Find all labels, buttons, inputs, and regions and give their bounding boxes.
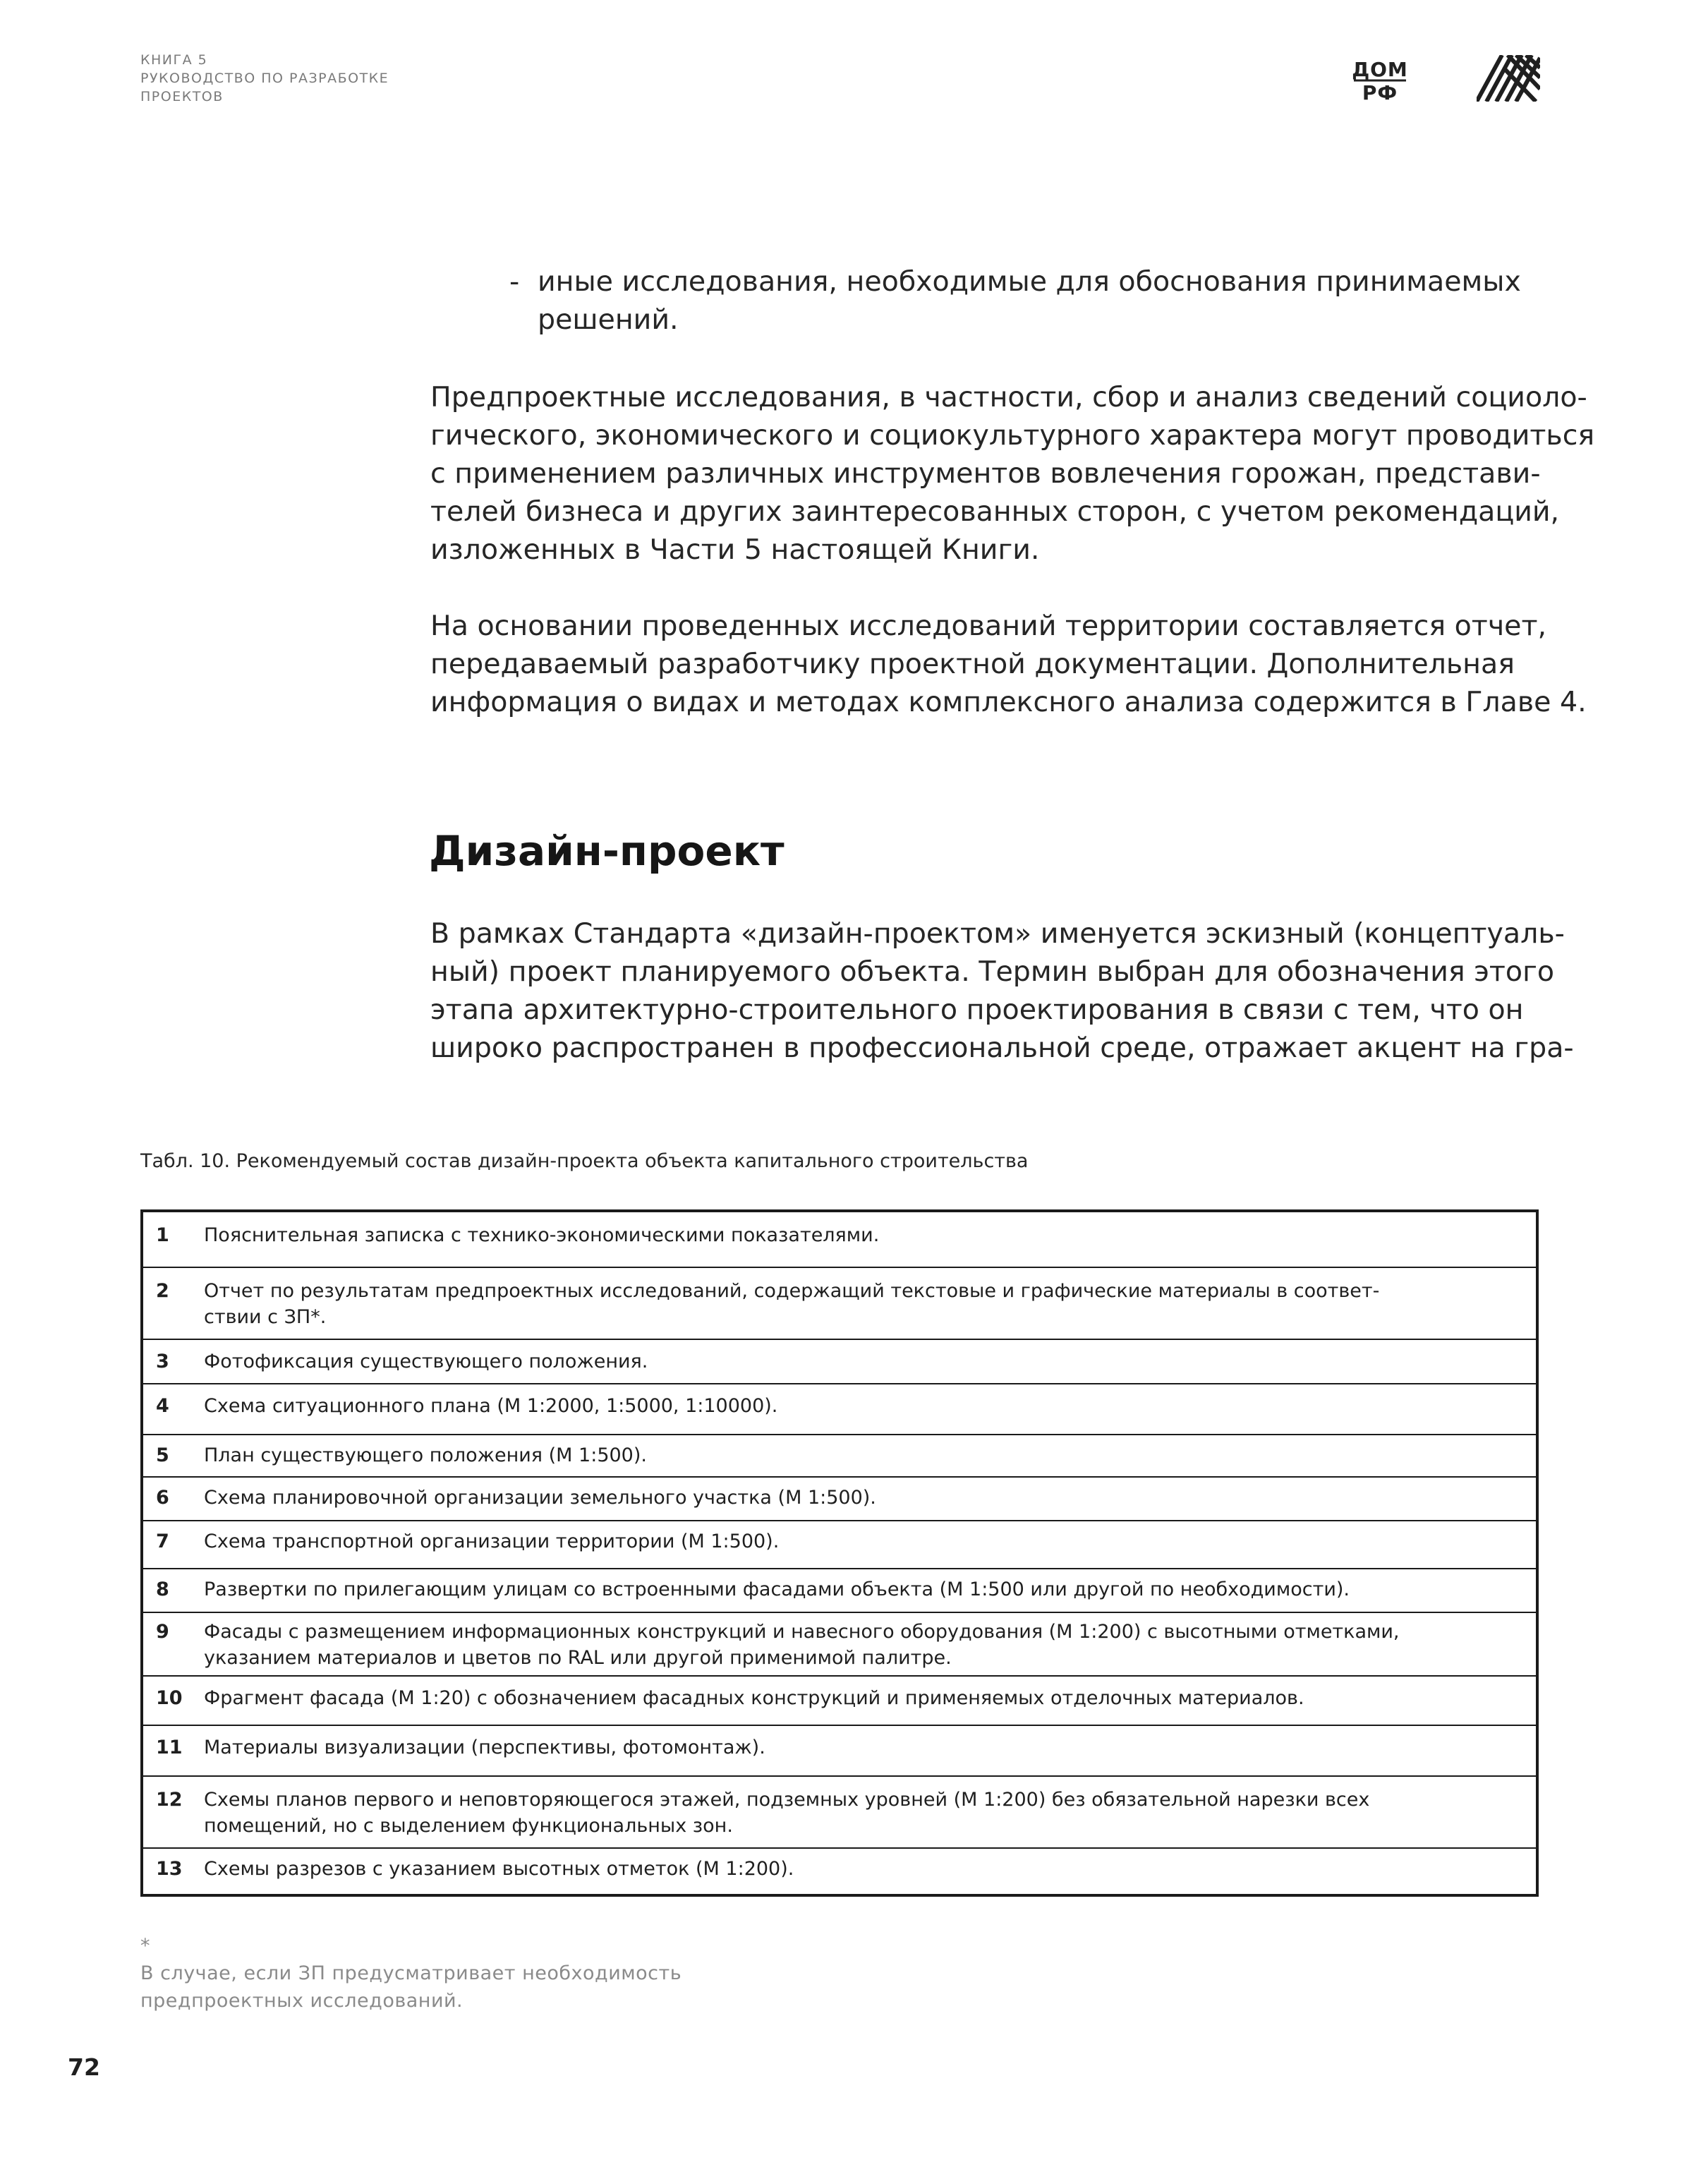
- row-number: 10: [156, 1687, 183, 1709]
- table-row: [143, 1775, 1536, 1847]
- row-text: [204, 1442, 1536, 1476]
- text-line: На основании проведенных исследований территории составляется отчет,: [430, 610, 1547, 642]
- row-text: [204, 1576, 1536, 1612]
- table-row: [143, 1476, 1536, 1520]
- design-project-table: [140, 1209, 1539, 1897]
- row-line: Схемы разрезов с указанием высотных отметок (М 1:200).: [204, 1858, 794, 1880]
- text-line: телей бизнеса и других заинтересованных сторон, с учетом рекомендаций,: [430, 495, 1560, 528]
- text-line: этапа архитектурно-строительного проектирования в связи с тем, что он: [430, 994, 1524, 1026]
- running-header: [140, 51, 389, 106]
- table-row: [143, 1612, 1536, 1675]
- table-row: [143, 1434, 1536, 1476]
- bullet-marker: -: [509, 265, 520, 298]
- table-row: [143, 1847, 1536, 1894]
- bullet-line: иные исследования, необходимые для обоснования принимаемых: [538, 265, 1521, 298]
- table-row: [143, 1568, 1536, 1612]
- text-line: ный) проект планируемого объекта. Термин выбран для обозначения этого: [430, 955, 1554, 988]
- row-number: 8: [156, 1579, 169, 1600]
- bullet-item: [538, 262, 1521, 339]
- row-line: Развертки по прилегающим улицам со встроенными фасадами объекта (М 1:500 или другой по необходимости).: [204, 1579, 1350, 1600]
- row-text: [204, 1348, 1536, 1383]
- text-line: информация о видах и методах комплексного анализа содержится в Главе 4.: [430, 686, 1587, 718]
- row-text: [204, 1393, 1536, 1434]
- page-number: 72: [68, 2053, 100, 2081]
- row-number: 3: [156, 1351, 169, 1372]
- row-line: Схема ситуационного плана (М 1:2000, 1:5000, 1:10000).: [204, 1395, 778, 1417]
- paragraph-pre-project-research: [430, 378, 1595, 569]
- row-number: 5: [156, 1444, 169, 1466]
- row-text: [204, 1685, 1536, 1725]
- row-line: План существующего положения (М 1:500).: [204, 1444, 647, 1466]
- row-text: [204, 1278, 1536, 1339]
- row-number: 6: [156, 1487, 169, 1509]
- row-number: 1: [156, 1224, 169, 1246]
- logo-bottom-text: РФ: [1362, 81, 1398, 102]
- text-line: широко распространен в профессиональной среде, отражает акцент на гра-: [430, 1032, 1574, 1064]
- row-line: Фотофиксация существующего положения.: [204, 1351, 648, 1372]
- row-number: 13: [156, 1858, 183, 1880]
- table-row: [143, 1267, 1536, 1339]
- row-number: 11: [156, 1737, 183, 1758]
- row-text: [204, 1485, 1536, 1520]
- row-number: 9: [156, 1621, 169, 1643]
- row-text: [204, 1619, 1536, 1675]
- text-line: В рамках Стандарта «дизайн-проектом» именуется эскизный (концептуаль-: [430, 917, 1565, 950]
- table-row: [143, 1383, 1536, 1434]
- table-row: [143, 1675, 1536, 1725]
- footnote-line: В случае, если ЗП предусматривает необходимость: [140, 1962, 682, 1984]
- text-line: изложенных в Части 5 настоящей Книги.: [430, 533, 1040, 566]
- footnote-line: предпроектных исследований.: [140, 1990, 464, 2012]
- table-caption: Табл. 10. Рекомендуемый состав дизайн-проекта объекта капитального строительства: [140, 1150, 1029, 1172]
- row-line: Фрагмент фасада (М 1:20) с обозначением фасадных конструкций и применяемых отделочных материалов.: [204, 1687, 1304, 1709]
- footnote-marker: *: [140, 1935, 150, 1957]
- row-line: Схема транспортной организации территории (М 1:500).: [204, 1531, 780, 1552]
- text-line: с применением различных инструментов вовлечения горожан, представи-: [430, 457, 1541, 490]
- row-text: [204, 1787, 1536, 1847]
- row-line: Схемы планов первого и неповторяющегося этажей, подземных уровней (М 1:200) без обязательной нарезки всех: [204, 1789, 1370, 1811]
- row-text: [204, 1222, 1536, 1267]
- row-number: 4: [156, 1395, 169, 1417]
- row-line: помещений, но с выделением функциональных зон.: [204, 1815, 733, 1837]
- row-line: Фасады с размещением информационных конструкций и навесного оборудования (М 1:200) с высотными отметками,: [204, 1621, 1400, 1643]
- row-line: Материалы визуализации (перспективы, фотомонтаж).: [204, 1737, 765, 1758]
- paragraph-design-project: [430, 915, 1574, 1067]
- header-title-line2: ПРОЕКТОВ: [140, 89, 224, 104]
- row-line: указанием материалов и цветов по RAL или другой применимой палитре.: [204, 1647, 952, 1669]
- row-line: Пояснительная записка с технико-экономическими показателями.: [204, 1224, 880, 1246]
- row-number: 2: [156, 1280, 169, 1302]
- row-line: Схема планировочной организации земельного участка (М 1:500).: [204, 1487, 876, 1509]
- table-row: [143, 1725, 1536, 1775]
- text-line: гического, экономического и социокультурного характера могут проводиться: [430, 419, 1595, 452]
- header-book: КНИГА 5: [140, 52, 208, 68]
- row-number: 7: [156, 1531, 169, 1552]
- logo-top-text: ДОМ: [1352, 58, 1408, 81]
- row-text: [204, 1528, 1536, 1568]
- row-number: 12: [156, 1789, 183, 1811]
- row-line: Отчет по результатам предпроектных исследований, содержащий текстовые и графические материалы в соответ-: [204, 1280, 1380, 1302]
- diagonal-pattern-logo: [1477, 55, 1540, 102]
- footnote: [140, 1932, 682, 2015]
- section-heading: Дизайн-проект: [429, 827, 785, 875]
- table-row: [143, 1339, 1536, 1383]
- text-line: Предпроектные исследования, в частности, сбор и анализ сведений социоло-: [430, 381, 1587, 414]
- text-line: передаваемый разработчику проектной документации. Дополнительная: [430, 648, 1515, 680]
- row-text: [204, 1856, 1536, 1894]
- bullet-line: решений.: [538, 303, 679, 336]
- row-line: ствии с ЗП*.: [204, 1306, 327, 1328]
- row-text: [204, 1734, 1536, 1775]
- dom-rf-logo: [1351, 55, 1409, 102]
- header-title-line1: РУКОВОДСТВО ПО РАЗРАБОТКЕ: [140, 71, 389, 86]
- paragraph-report: [430, 607, 1587, 721]
- table-row: [143, 1212, 1536, 1267]
- table-row: [143, 1520, 1536, 1568]
